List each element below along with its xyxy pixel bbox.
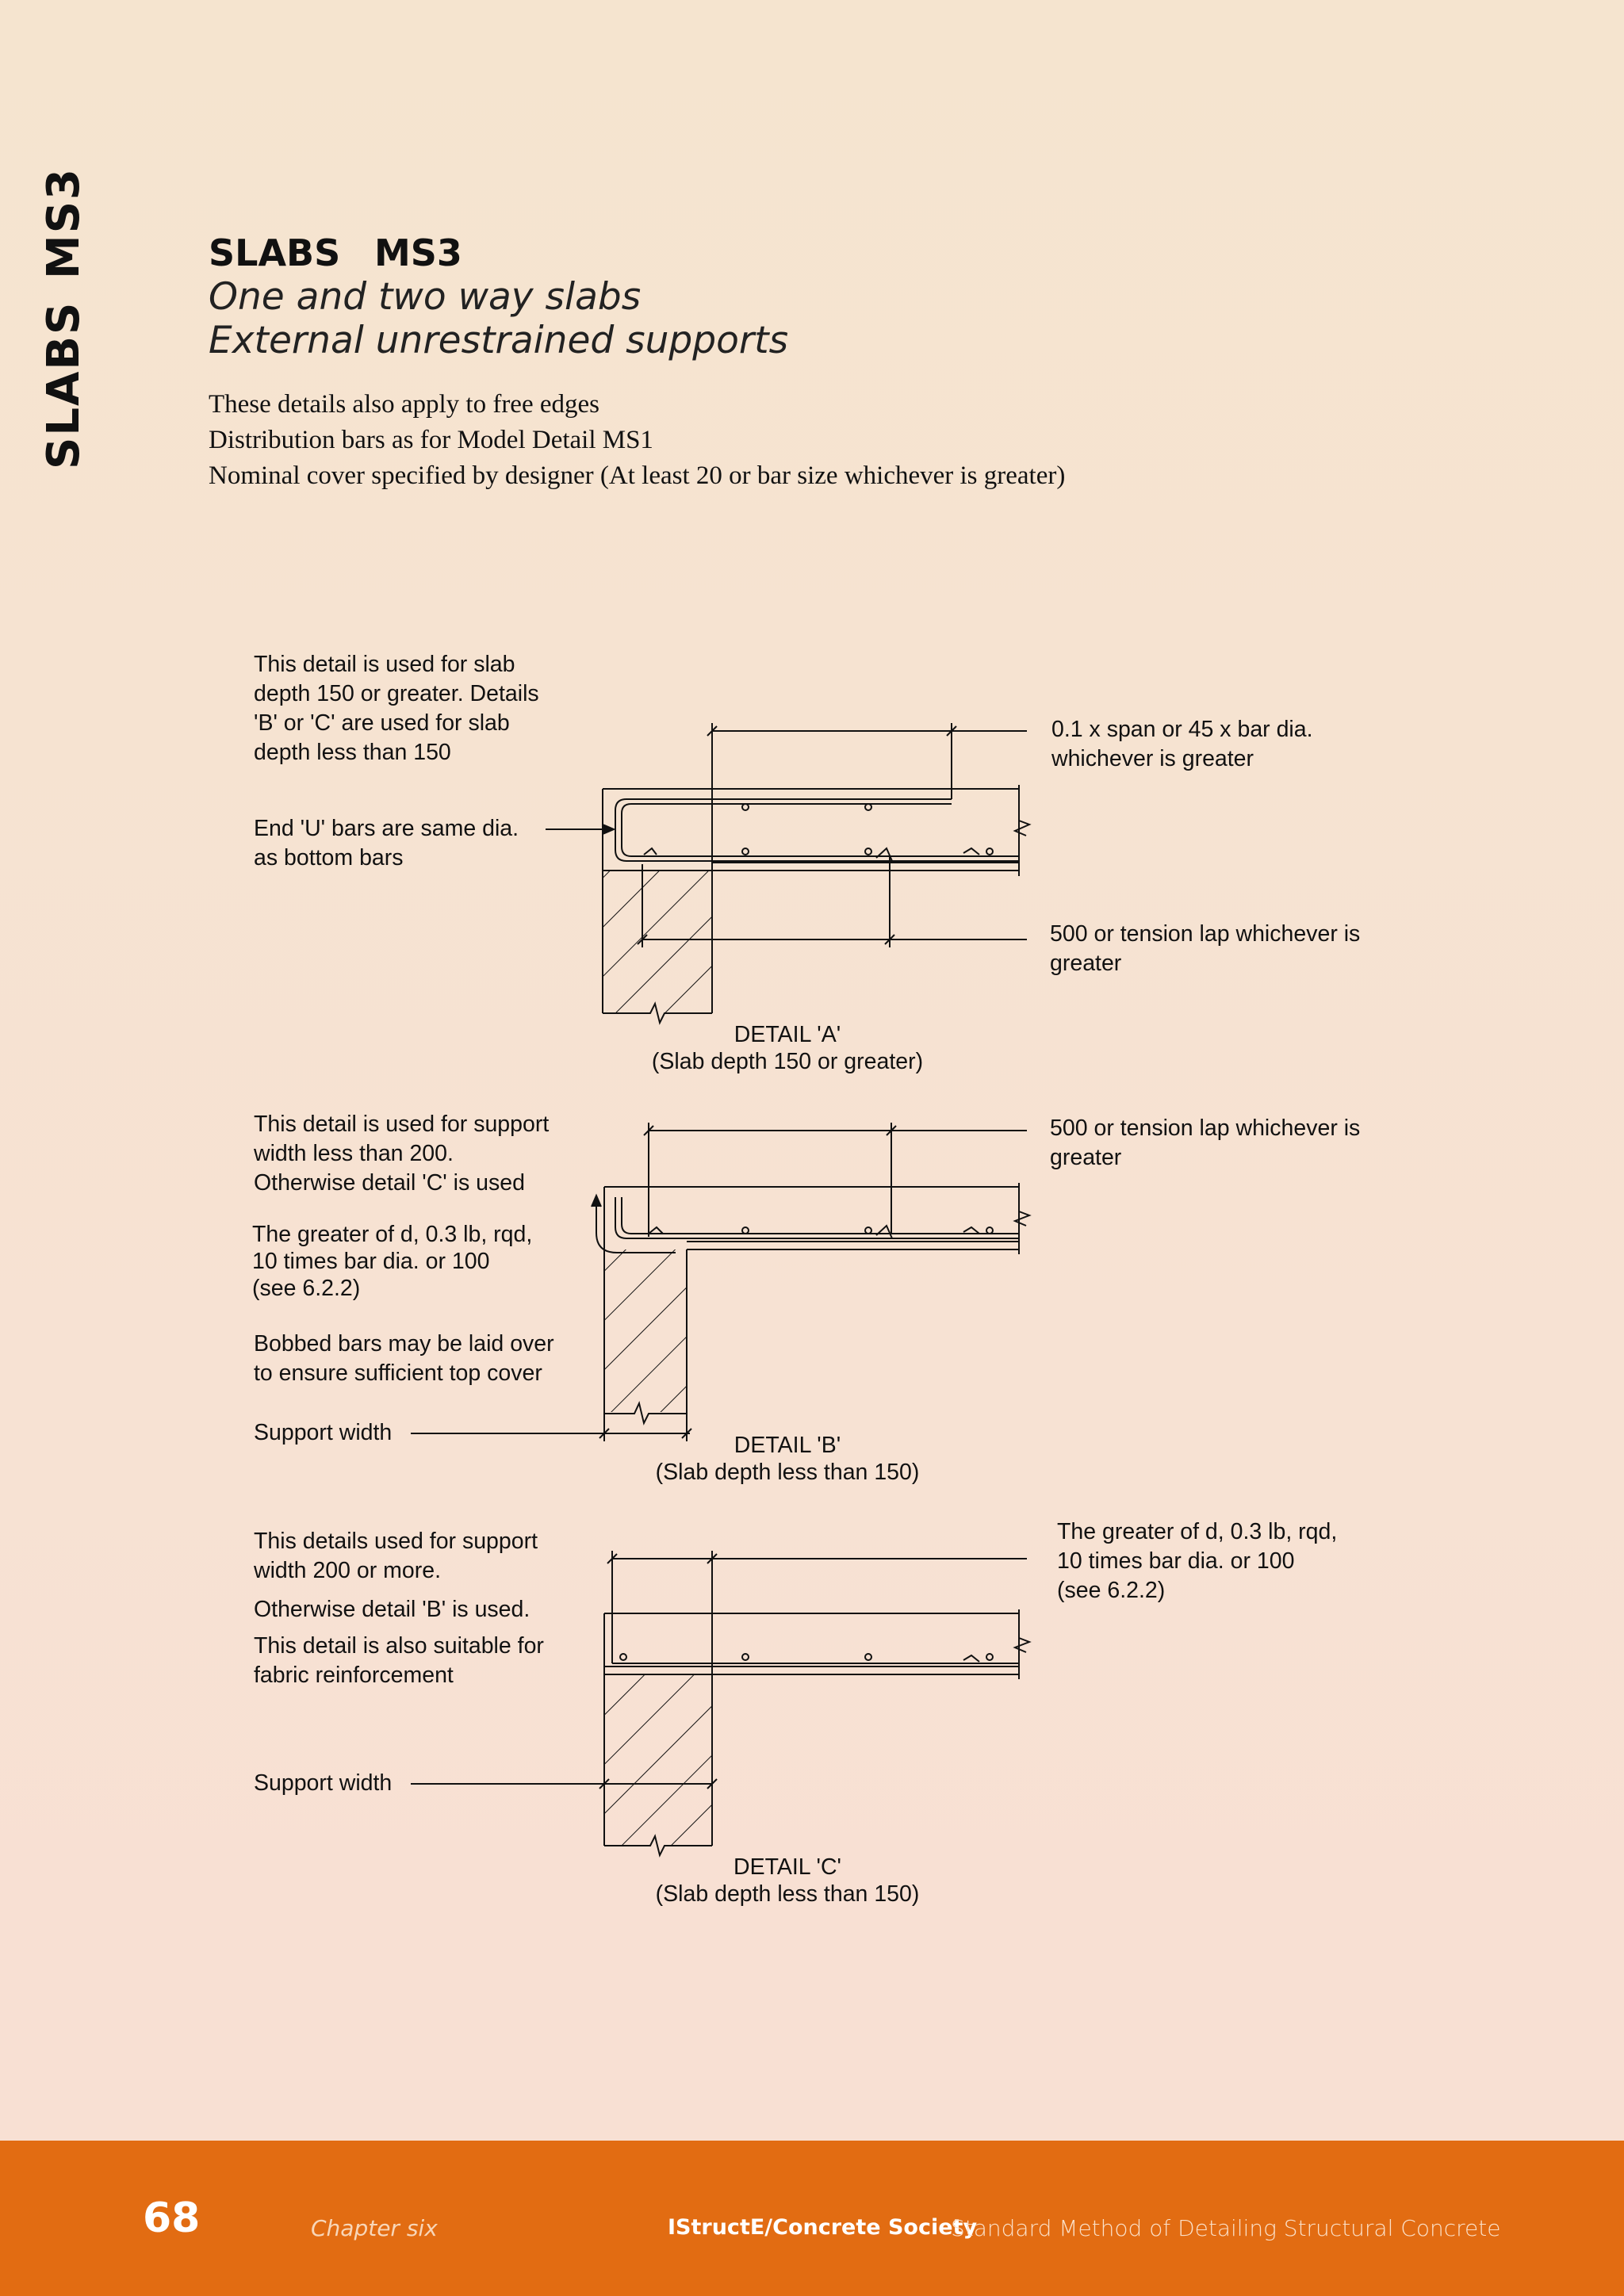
detail-a-note-usage: This detail is used for slab depth 150 or greater. Details 'B' or 'C' are used for slab depth less than 150 — [254, 652, 539, 765]
detail-a-caption — [550, 1021, 1025, 1075]
detail-c-caption-subtitle: (Slab depth less than 150) — [655, 1881, 920, 1907]
note-3: Nominal cover specified by designer (At least 20 or bar size whichever is greater) — [209, 461, 1066, 490]
subtitle-line-2: External unrestrained supports — [209, 319, 789, 362]
detail-a-dim-bottom: 500 or tension lap whichever is greater — [1050, 921, 1361, 976]
detail-b-caption-title: DETAIL 'B' — [733, 1433, 841, 1458]
model-detail-code: MS3 — [374, 232, 462, 274]
detail-a-drawing — [546, 723, 1029, 1023]
section-title: SLABS — [209, 232, 341, 274]
detail-c-note-usage: This details used for support width 200 or more. — [254, 1529, 538, 1583]
note-1: These details also apply to free edges — [209, 390, 599, 419]
detail-b-note-usage: This detail is used for support width less than 200. Otherwise detail 'C' is used — [254, 1112, 550, 1196]
detail-a-note-ubars: End 'U' bars are same dia. as bottom bars — [254, 816, 519, 871]
book-title: Standard Method of Detailing Structural Concrete — [951, 2215, 1501, 2241]
detail-b-support-width: Support width — [254, 1420, 393, 1445]
detail-a-caption-title: DETAIL 'A' — [733, 1022, 841, 1047]
detail-b-dim-top: 500 or tension lap whichever is greater — [1050, 1115, 1361, 1170]
detail-b-note-bobbed: Bobbed bars may be laid over to ensure sufficient top cover — [254, 1331, 554, 1386]
detail-c-dim-top: The greater of d, 0.3 lb, rqd, 10 times bar dia. or 100 (see 6.2.2) — [1057, 1519, 1338, 1603]
detail-c-caption-title: DETAIL 'C' — [733, 1854, 841, 1880]
detail-b-note-greater: The greater of d, 0.3 lb, rqd, 10 times bar dia. or 100 (see 6.2.2) — [252, 1222, 533, 1301]
note-2: Distribution bars as for Model Detail MS1 — [209, 426, 653, 454]
detail-a-caption-subtitle: (Slab depth 150 or greater) — [651, 1049, 924, 1074]
chapter-label: Chapter six — [311, 2215, 438, 2241]
detail-c-note-otherwise: Otherwise detail 'B' is used. — [254, 1597, 530, 1622]
detail-b-caption-subtitle: (Slab depth less than 150) — [655, 1460, 920, 1485]
page-number: 68 — [143, 2195, 201, 2242]
detail-b-caption — [550, 1432, 1025, 1486]
side-tab-section: SLABS — [38, 300, 90, 469]
subtitle-line-1: One and two way slabs — [209, 275, 642, 319]
publisher-label: IStructE/Concrete Society — [668, 2215, 978, 2240]
side-tab-code: MS3 — [38, 166, 90, 279]
detail-a-dim-top: 0.1 x span or 45 x bar dia. whichever is greater — [1051, 717, 1313, 771]
detail-c-caption — [550, 1854, 1025, 1908]
detail-c-note-fabric: This detail is also suitable for fabric reinforcement — [254, 1633, 544, 1688]
detail-c-support-width: Support width — [254, 1770, 393, 1796]
